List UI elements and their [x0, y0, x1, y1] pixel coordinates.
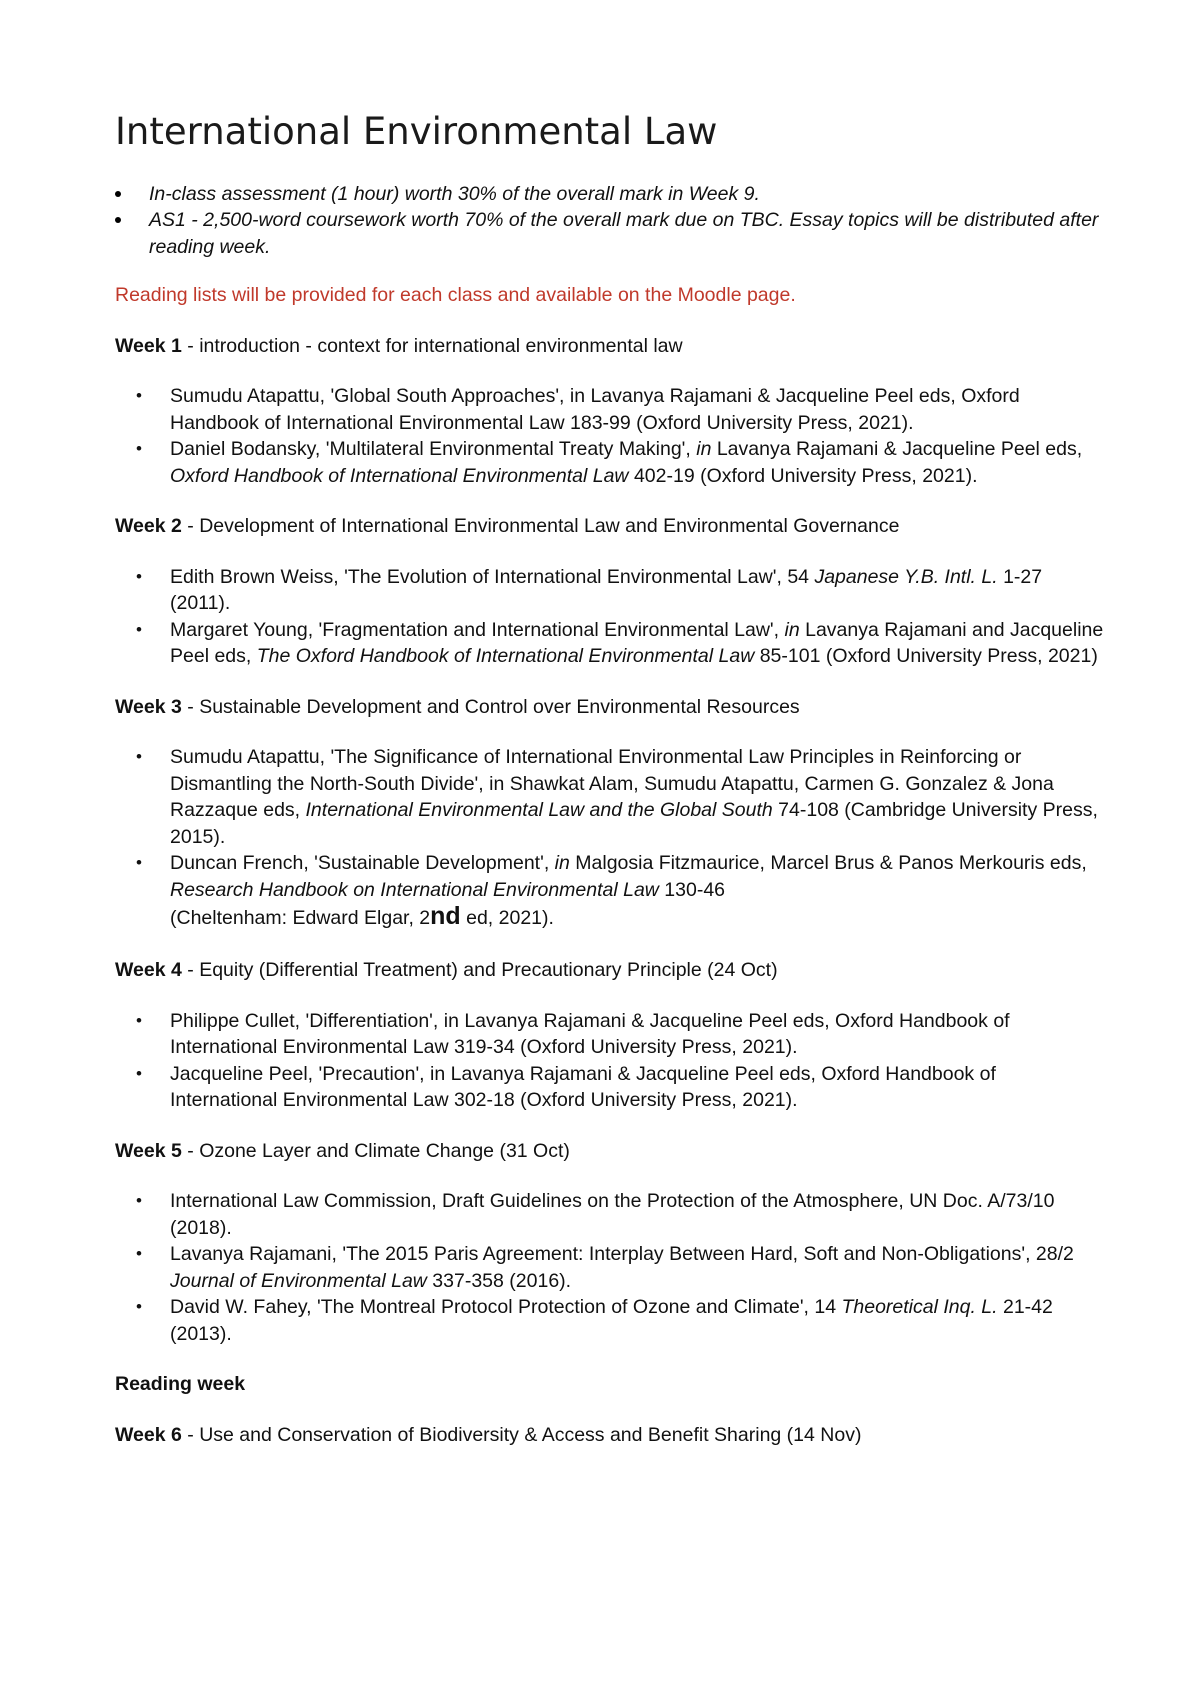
ref-text: Philippe Cullet, 'Differentiation', in Lavanya Rajamani & Jacqueline Peel eds, Oxford Handbook of International Environmental Law 319-34 (Oxford University Press, 2021). — [170, 1009, 1010, 1059]
page-title: International Environmental Law — [115, 110, 718, 153]
ref-text: David W. Fahey, 'The Montreal Protocol Protection of Ozone and Climate', 14 — [170, 1296, 842, 1319]
reading-item — [115, 383, 1105, 436]
ref-italic: Journal of Environmental Law — [170, 1269, 427, 1292]
week-topic: - introduction - context for international environmental law — [181, 334, 683, 357]
ref-text: 85-101 (Oxford University Press, 2021) — [754, 645, 1098, 668]
assessment-item: AS1 - 2,500-word coursework worth 70% of the overall mark due on TBC. Essay topics will be distributed after reading week. — [115, 207, 1105, 260]
week-topic: - Ozone Layer and Climate Change (31 Oct) — [181, 1139, 570, 1162]
ref-italic: in — [696, 438, 712, 461]
reading-list — [115, 744, 1105, 933]
ref-italic: Research Handbook on International Environmental Law — [170, 878, 659, 901]
week-label: Week 4 — [115, 959, 182, 982]
reading-item — [115, 1061, 1105, 1114]
assessment-list — [115, 181, 1105, 261]
reading-item — [115, 1188, 1105, 1241]
ref-italic: in — [554, 852, 570, 875]
ref-italic: in — [784, 618, 800, 641]
week-heading — [115, 694, 1105, 721]
ref-text: ed, 2021). — [460, 907, 554, 930]
reading-list — [115, 1008, 1105, 1114]
reading-item — [115, 1008, 1105, 1061]
week-heading — [115, 957, 1105, 984]
ref-text: 130-46 — [658, 878, 726, 901]
ref-text: Daniel Bodansky, 'Multilateral Environmental Treaty Making', — [170, 438, 697, 461]
reading-item — [115, 564, 1105, 617]
week-heading — [115, 1422, 1105, 1449]
ref-text: Lavanya Rajamani and Jacqueline Peel eds, — [170, 618, 1104, 668]
ref-text: Malgosia Fitzmaurice, Marcel Brus & Panos Merkouris eds, — [569, 852, 1087, 875]
week-topic: - Use and Conservation of Biodiversity & Access and Benefit Sharing (14 Nov) — [181, 1423, 862, 1446]
week-heading — [115, 333, 1105, 360]
week-heading — [115, 1138, 1105, 1165]
ref-text: Sumudu Atapattu, 'The Significance of International Environmental Law Principles in Reinforcing or Dismantling the North-South Divide', in Shawkat Alam, Sumudu Atapattu, Carmen G. Gonzalez & Jona Razzaque eds, — [170, 746, 1054, 822]
reading-list — [115, 1188, 1105, 1347]
week-label: Week 3 — [115, 695, 182, 718]
ref-text: 21-42 (2013). — [170, 1296, 1053, 1345]
ref-text: 1-27 (2011). — [170, 565, 1043, 615]
ref-text: 337-358 (2016). — [426, 1269, 572, 1292]
ref-italic: International Environmental Law and the Global South — [305, 799, 773, 822]
reading-item — [115, 1294, 1105, 1347]
reading-list-notice: Reading lists will be provided for each class and available on the Moodle page. — [115, 284, 796, 307]
ordinal-suffix: nd — [430, 902, 461, 931]
week-topic: - Development of International Environmental Law and Environmental Governance — [181, 515, 900, 538]
reading-item — [115, 850, 1105, 933]
reading-list — [115, 383, 1105, 489]
reading-list — [115, 564, 1105, 670]
reading-week-heading — [115, 1371, 1105, 1398]
reading-item — [115, 617, 1105, 670]
ref-text: 74-108 (Cambridge University Press, 2015). — [170, 799, 1098, 848]
ref-italic: Japanese Y.B. Intl. L. — [814, 565, 998, 588]
ref-italic: The Oxford Handbook of International Environmental Law — [256, 645, 755, 668]
ref-text: Lavanya Rajamani, 'The 2015 Paris Agreement: Interplay Between Hard, Soft and Non-Obligations', 28/2 — [170, 1243, 1074, 1266]
week-heading — [115, 513, 1105, 540]
week-label: Week 1 — [115, 334, 182, 357]
document-body — [115, 112, 1105, 1472]
ref-italic: Oxford Handbook of International Environmental Law — [170, 464, 629, 487]
ref-text: Lavanya Rajamani & Jacqueline Peel eds, — [711, 438, 1083, 461]
ref-italic: Theoretical Inq. L. — [841, 1296, 998, 1319]
week-label: Week 2 — [115, 515, 182, 538]
ref-text: Edith Brown Weiss, 'The Evolution of International Environmental Law', 54 — [170, 565, 815, 588]
reading-item — [115, 1241, 1105, 1294]
ref-text: Jacqueline Peel, 'Precaution', in Lavanya Rajamani & Jacqueline Peel eds, Oxford Handbook of International Environmental Law 302-18 (Oxford University Press, 2021). — [170, 1062, 996, 1112]
week-label: Week 5 — [115, 1139, 182, 1162]
ref-text: (Cheltenham: Edward Elgar, 2 — [170, 907, 431, 930]
week-topic: - Sustainable Development and Control over Environmental Resources — [181, 695, 800, 718]
ref-text: Duncan French, 'Sustainable Development', — [170, 852, 555, 875]
week-label: Week 6 — [115, 1423, 182, 1446]
ref-text: Sumudu Atapattu, 'Global South Approaches', in Lavanya Rajamani & Jacqueline Peel eds, Oxford Handbook of International Environmental Law 183-99 (Oxford University Press, 2021). — [170, 385, 1020, 434]
assessment-item: In-class assessment (1 hour) worth 30% of the overall mark in Week 9. — [115, 181, 1105, 208]
reading-week-label: Reading week — [115, 1373, 246, 1396]
reading-item — [115, 436, 1105, 489]
ref-text: 402-19 (Oxford University Press, 2021). — [628, 464, 978, 487]
reading-item — [115, 744, 1105, 850]
ref-text: Margaret Young, 'Fragmentation and International Environmental Law', — [170, 618, 785, 641]
ref-text: International Law Commission, Draft Guidelines on the Protection of the Atmosphere, UN Doc. A/73/10 (2018). — [170, 1190, 1055, 1239]
week-topic: - Equity (Differential Treatment) and Precautionary Principle (24 Oct) — [181, 959, 778, 982]
